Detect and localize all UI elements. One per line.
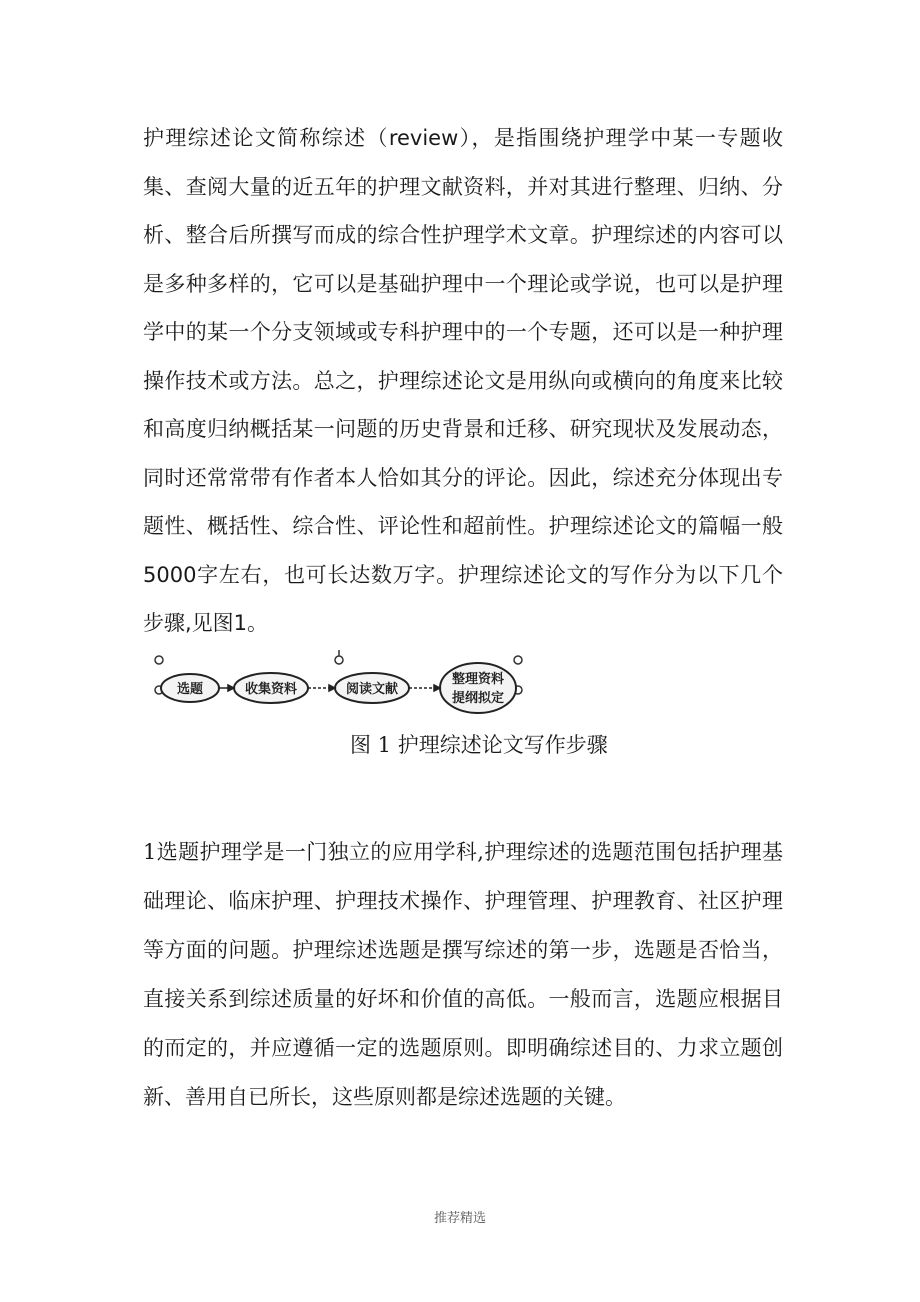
marker-circle: [514, 656, 522, 664]
topic-selection-paragraph: 1选题护理学是一门独立的应用学科,护理综述的选题范围包括护理基础理论、临床护理、护理技术操作、护理管理、护理教育、社区护理等方面的问题。护理综述选题是撰写综述的第一步，选题是否恰当，直接关系到综述质量的好坏和价值的高低。一般而言，选题应根据目的而定的，并应遵循一定的选题原则。即明确综述目的、力求立题创新、善用自已所长，这些原则都是综述选题的关键。: [143, 840, 783, 1109]
arrow-3: [409, 685, 440, 691]
page-footer: 推荐精选: [433, 1211, 486, 1226]
marker-circle: [335, 656, 343, 664]
writing-steps-diagram: [150, 648, 530, 720]
marker-circle: [155, 656, 163, 664]
step-label-4b: 提纲拟定: [451, 691, 505, 706]
step-label-1: 选题: [176, 682, 204, 697]
intro-paragraph: 护理综述论文简称综述（review），是指围绕护理学中某一专题收集、查阅大量的近五年的护理文献资料，并对其进行整理、归纳、分析、整合后所撰写而成的综合性护理学术文章。护理综述的内容可以是多种多样的，它可以是基础护理中一个理论或学说，也可以是护理学中的某一个分支领域或专科护理中的一个专题，还可以是一种护理操作技术或方法。总之，护理综述论文是用纵向或横向的角度来比较和高度归纳概括某一问题的历史背景和迁移、研究现状及发展动态，同时还常常带有作者本人恰如其分的评论。因此，综述充分体现出专题性、概括性、综合性、评论性和超前性。护理综述论文的篇幅一般5000字左右，也可长达数万字。护理综述论文的写作分为以下几个步骤,见图1。: [143, 126, 783, 635]
arrow-1: [219, 685, 234, 691]
arrow-2: [308, 685, 335, 691]
figure-caption: 图 1 护理综述论文写作步骤: [350, 733, 608, 757]
step-label-2: 收集资料: [244, 682, 298, 697]
step-label-3: 阅读文献: [345, 682, 399, 697]
step-label-4a: 整理资料: [451, 672, 505, 687]
